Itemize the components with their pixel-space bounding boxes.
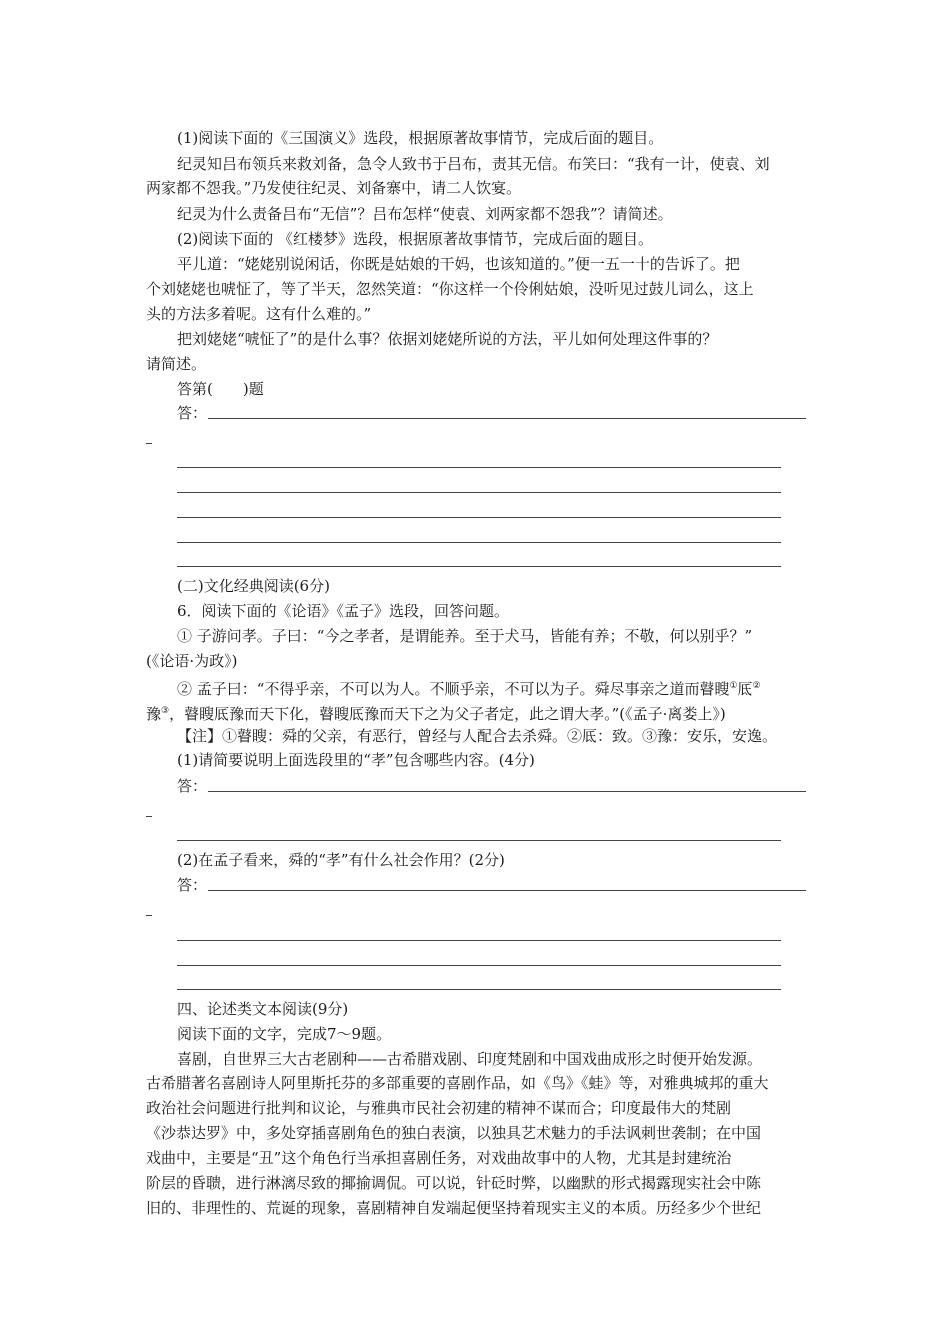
q6-subquestion-2: (2)在孟子看来，舜的“孝”有什么社会作用？(2分) (177, 851, 505, 869)
answer-line[interactable] (177, 517, 781, 518)
article-line: 古希腊著名喜剧诗人阿里斯托芬的多部重要的喜剧作品，如《鸟》《蛙》等，对雅典城邦的重大 (146, 1074, 769, 1092)
answer-line[interactable] (208, 791, 806, 792)
passage-mencius-line: 豫③，瞽瞍厎豫而天下化，瞽瞍厎豫而天下之为父子者定，此之谓大孝。”(《孟子·离娄上》) (146, 705, 726, 723)
answer-line-marker (146, 816, 152, 817)
article-line: 阶层的昏聩，进行淋漓尽致的揶揄调侃。可以说，针砭时弊，以幽默的形式揭露现实社会中陈 (146, 1174, 762, 1192)
answer-line[interactable] (208, 890, 806, 891)
answer-line[interactable] (177, 566, 781, 567)
answer-label: 答： (177, 404, 208, 422)
answer-line[interactable] (177, 542, 781, 543)
q5-part2-intro: (2)阅读下面的 《红楼梦》选段，根据原著故事情节，完成后面的题目。 (177, 230, 654, 248)
q6-stem: 6．阅读下面的《论语》《孟子》选段，回答问题。 (177, 602, 510, 620)
answer-line-marker (146, 915, 152, 916)
article-line: 喜剧，自世界三大古老剧种——古希腊戏剧、印度梵剧和中国戏曲成形之时便开始发源。 (177, 1050, 763, 1068)
q5-part2-passage-line: 平儿道：“姥姥别说闲话，你既是姑娘的干妈，也该知道的。”便一五一十的告诉了。把 (177, 255, 740, 273)
answer-choice-label: 答第( )题 (177, 380, 264, 398)
answer-line-marker (146, 443, 152, 444)
passage-analects-line: ① 子游问孝。子曰：“今之孝者，是谓能养。至于犬马，皆能有养；不敬，何以别乎？” (177, 627, 753, 645)
q6-subquestion-1: (1)请简要说明上面选段里的“孝”包含哪些内容。(4分) (177, 751, 535, 769)
passage-analects-source: (《论语·为政》) (146, 652, 238, 670)
q5-part2-passage-line: 头的方法多着呢。这有什么难的。” (146, 305, 372, 323)
answer-line[interactable] (177, 467, 781, 468)
answer-line[interactable] (177, 965, 781, 966)
answer-line[interactable] (208, 418, 806, 419)
answer-line[interactable] (177, 940, 781, 941)
article-line: 政治社会问题进行批判和议论，与雅典市民社会初建的精神不谋而合；印度最伟大的梵剧 (146, 1099, 732, 1117)
article-line: 《沙恭达罗》中，多处穿插喜剧角色的独白表演，以独具艺术魅力的手法讽刺世袭制；在中国 (146, 1124, 762, 1142)
q5-part1-passage-line: 两家都不怨我。”乃发使往纪灵、刘备寨中，请二人饮宴。 (146, 179, 522, 197)
q5-part2-question: 请简述。 (146, 355, 207, 373)
q5-part2-question: 把刘姥姥“唬怔了”的是什么事？依据刘姥姥所说的方法，平儿如何处理这件事的？ (177, 330, 718, 348)
q5-part1-passage-line: 纪灵知吕布领兵来救刘备，急令人致书于吕布，责其无信。布笑曰：“我有一计，使袁、刘 (177, 155, 770, 173)
answer-line[interactable] (177, 840, 781, 841)
q5-part2-passage-line: 个刘姥姥也唬怔了，等了半天，忽然笑道：“你这样一个伶俐姑娘，没听见过鼓儿词么，这上 (146, 280, 754, 298)
section-heading: 四、论述类文本阅读(9分) (177, 1000, 349, 1018)
section-heading: (二)文化经典阅读(6分) (177, 577, 330, 595)
article-line: 戏曲中，主要是“丑”这个角色行当承担喜剧任务，对戏曲故事中的人物，尤其是封建统治 (146, 1149, 732, 1167)
instruction-text: 阅读下面的文字，完成7～9题。 (177, 1025, 392, 1043)
answer-label: 答： (177, 777, 208, 795)
q5-part1-intro: (1)阅读下面的《三国演义》选段，根据原著故事情节，完成后面的题目。 (177, 129, 664, 147)
q5-part1-question: 纪灵为什么责备吕布“无信”？吕布怎样“使袁、刘两家都不怨我”？请简述。 (177, 205, 673, 223)
answer-line[interactable] (177, 989, 781, 990)
annotation-note: 【注】①瞽瞍：舜的父亲，有恶行，曾经与人配合去杀舜。②厎：致。③豫：安乐，安逸。 (177, 727, 778, 745)
answer-line[interactable] (177, 492, 781, 493)
answer-label: 答： (177, 876, 208, 894)
passage-mencius-line: ② 孟子曰：“不得乎亲，不可以为人。不顺乎亲，不可以为子。舜尽事亲之道而瞽瞍①厎② (177, 680, 761, 698)
article-line: 旧的、非理性的、荒诞的现象，喜剧精神自发端起便坚持着现实主义的本质。历经多少个世纪 (146, 1199, 762, 1217)
